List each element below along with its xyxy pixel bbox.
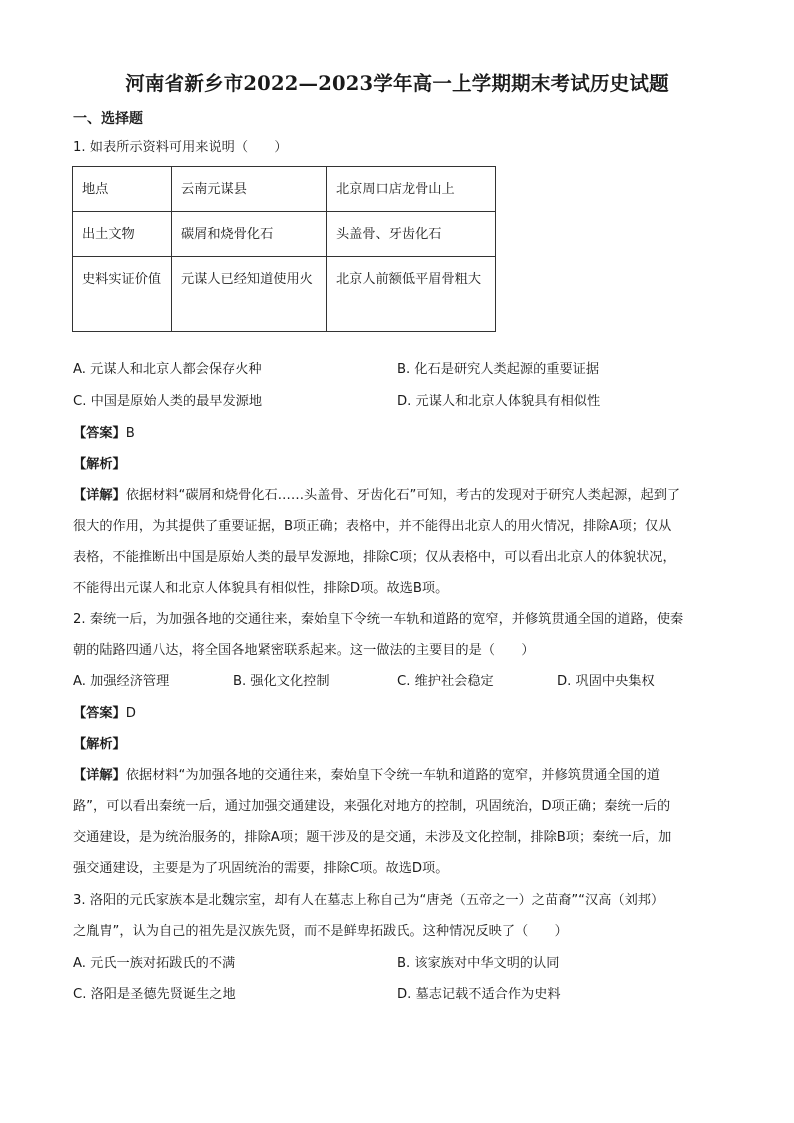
q2-option-b: B. 强化文化控制 [233,674,330,689]
q2-detail-line: 路”，可以看出秦统一后，通过加强交通建设，来强化对地方的控制，巩固统治，D项正确；秦统一后的 [73,799,671,814]
q1-option-d: D. 元谋人和北京人体貌具有相似性 [397,394,601,409]
q2-analysis-label: 【解析】 [73,737,126,752]
table-cell: 出土文物 [73,212,172,257]
q1-detail-line: 不能得出元谋人和北京人体貌具有相似性，排除D项。故选B项。 [73,581,449,596]
q3-option-d: D. 墓志记载不适合作为史料 [397,987,561,1002]
answer-value: B [125,426,135,441]
q1-option-b: B. 化石是研究人类起源的重要证据 [397,362,600,377]
q3-option-c: C. 洛阳是圣德先贤诞生之地 [73,987,236,1002]
detail-text: 依据材料“碳屑和烧骨化石……头盖骨、牙齿化石”可知，考古的发现对于研究人类起源，起到了 [125,488,681,503]
detail-label: 【详解】 [73,488,126,503]
table-row [73,167,496,212]
section-heading: 一、选择题 [73,111,143,127]
table-cell: 北京人前额低平眉骨粗大 [327,257,496,332]
q3-stem-line: 之胤胄”，认为自己的祖先是汉族先贤，而不是鲜卑拓跋氏。这种情况反映了（ ） [73,924,568,939]
q1-option-a: A. 元谋人和北京人都会保存火种 [73,362,262,377]
q2-stem-line: 2. 秦统一后，为加强各地的交通往来，秦始皇下令统一车轨和道路的宽窄，并修筑贯通全国的道路，使秦 [73,612,684,627]
q2-option-c: C. 维护社会稳定 [397,674,494,689]
table-cell: 地点 [73,167,172,212]
q3-stem-line: 3. 洛阳的元氏家族本是北魏宗室，却有人在墓志上称自己为“唐尧（五帝之一）之苗裔”“汉高（刘邦） [73,893,665,908]
q2-option-a: A. 加强经济管理 [73,674,170,689]
q3-option-b: B. 该家族对中华文明的认同 [397,956,560,971]
table-cell: 云南元谋县 [172,167,327,212]
detail-label: 【详解】 [73,768,126,783]
q1-answer [73,424,135,444]
q1-option-c: C. 中国是原始人类的最早发源地 [73,394,263,409]
detail-text: 依据材料“为加强各地的交通往来，秦始皇下令统一车轨和道路的宽窄，并修筑贯通全国的道 [125,768,661,783]
q2-answer [73,704,136,724]
table-row [73,212,496,257]
q2-option-d: D. 巩固中央集权 [557,674,655,689]
table-cell: 碳屑和烧骨化石 [172,212,327,257]
table-cell: 头盖骨、牙齿化石 [327,212,496,257]
answer-label: 【答案】 [73,706,126,721]
answer-label: 【答案】 [73,426,126,441]
q2-stem-line: 朝的陆路四通八达，将全国各地紧密联系起来。这一做法的主要目的是（ ） [73,643,535,658]
page-title: 河南省新乡市2022—2023学年高一上学期期末考试历史试题 [125,72,669,95]
q1-detail-line: 表格，不能推断出中国是原始人类的最早发源地，排除C项；仅从表格中，可以看出北京人的体貌状况， [73,550,676,565]
table-row [73,257,496,332]
answer-value: D [125,706,136,721]
q1-analysis-label: 【解析】 [73,457,126,472]
q2-detail-line: 交通建设，是为统治服务的，排除A项；题干涉及的是交通，未涉及文化控制，排除B项；秦统一后，加 [73,830,672,845]
table-cell: 北京周口店龙骨山上 [327,167,496,212]
q1-detail-line [73,486,680,506]
q3-option-a: A. 元氏一族对拓跋氏的不满 [73,956,236,971]
q1-stem: 1. 如表所示资料可用来说明（ ） [73,140,288,155]
q2-detail-line: 强交通建设，主要是为了巩固统治的需要，排除C项。故选D项。 [73,861,449,876]
q2-detail-line [73,766,660,786]
table-cell: 元谋人已经知道使用火 [172,257,327,332]
table-cell: 史料实证价值 [73,257,172,332]
q1-table [72,166,496,332]
q1-detail-line: 很大的作用，为其提供了重要证据，B项正确；表格中，并不能得出北京人的用火情况，排除A项；仅从 [73,519,672,534]
